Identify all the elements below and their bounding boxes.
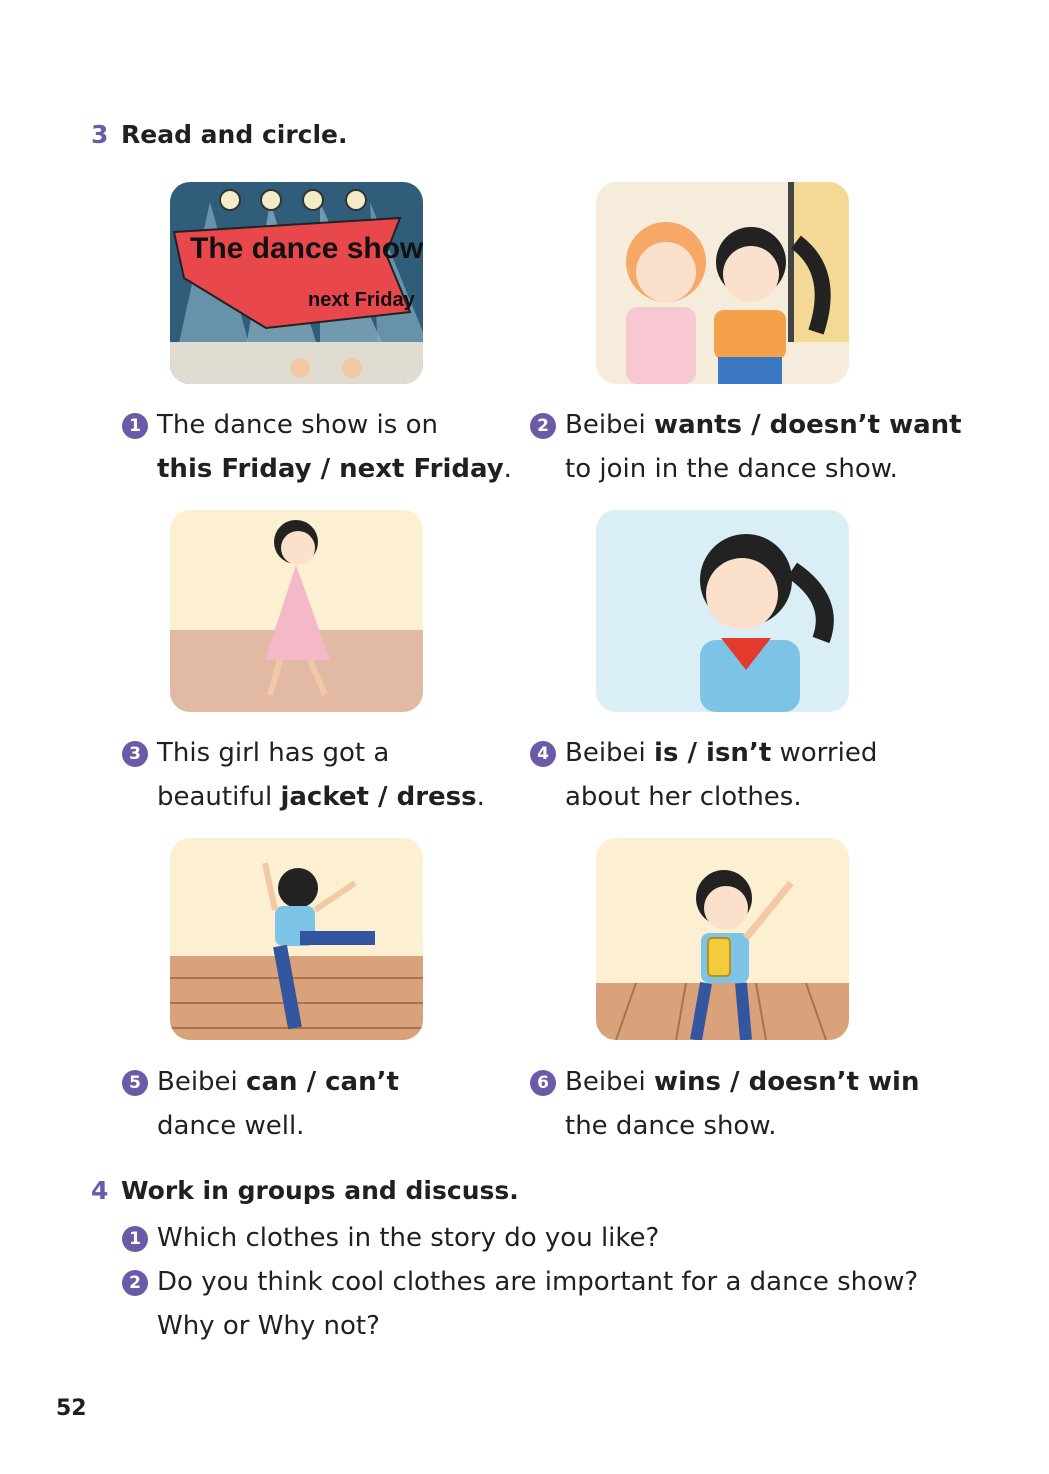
option-wants[interactable]: wants [654,410,743,440]
section-3-number: 3 [91,120,109,149]
option-doesnt-want[interactable]: doesn’t want [769,410,962,440]
worried-girl-image [596,510,849,712]
dance-show-poster-image [170,182,423,384]
option-can[interactable]: can [246,1067,298,1097]
item-2-number: 2 [530,413,556,439]
girl-dancing-image [170,838,423,1040]
option-isnt[interactable]: isn’t [706,738,772,768]
poster-title-text: The dance show [190,232,423,265]
section-4-number: 4 [91,1176,109,1205]
item-4-line-1: Beibei is / isn’t worried [565,738,878,768]
option-cant[interactable]: can’t [325,1067,399,1097]
option-doesnt-win[interactable]: doesn’t win [748,1067,920,1097]
item-1-number: 1 [122,413,148,439]
section-3-title: Read and circle. [121,120,348,149]
option-jacket[interactable]: jacket [280,782,369,812]
item-5-number: 5 [122,1070,148,1096]
item-2-line-2: to join in the dance show. [565,454,898,484]
question-2-text-continued: Why or Why not? [157,1311,380,1341]
item-1-line-2: this Friday / next Friday. [157,454,512,484]
item-6-line-1: Beibei wins / doesn’t win [565,1067,920,1097]
item-4-line-2: about her clothes. [565,782,802,812]
two-girls-talking-image [596,182,849,384]
question-1-text: Which clothes in the story do you like? [157,1223,660,1253]
option-dress[interactable]: dress [396,782,477,812]
item-3-line-1: This girl has got a [157,738,390,768]
question-1-number: 1 [122,1226,148,1252]
item-1-line-1: The dance show is on [157,410,438,440]
item-2-line-1: Beibei wants / doesn’t want [565,410,962,440]
section-4-title: Work in groups and discuss. [121,1176,519,1205]
item-3-line-2: beautiful jacket / dress. [157,782,485,812]
item-3-number: 3 [122,741,148,767]
item-5-line-2: dance well. [157,1111,305,1141]
item-4-number: 4 [530,741,556,767]
item-6-number: 6 [530,1070,556,1096]
option-this-friday[interactable]: this Friday [157,454,312,484]
question-2-text: Do you think cool clothes are important for a dance show? [157,1267,919,1297]
page-number: 52 [56,1396,87,1421]
girl-in-dress-image [170,510,423,712]
poster-subtitle-text: next Friday [308,289,415,311]
item-5-line-1: Beibei can / can’t [157,1067,399,1097]
option-next-friday[interactable]: next Friday [339,454,504,484]
question-2-number: 2 [122,1270,148,1296]
girl-with-trophy-image [596,838,849,1040]
option-wins[interactable]: wins [654,1067,721,1097]
option-is[interactable]: is [654,738,679,768]
item-6-line-2: the dance show. [565,1111,777,1141]
